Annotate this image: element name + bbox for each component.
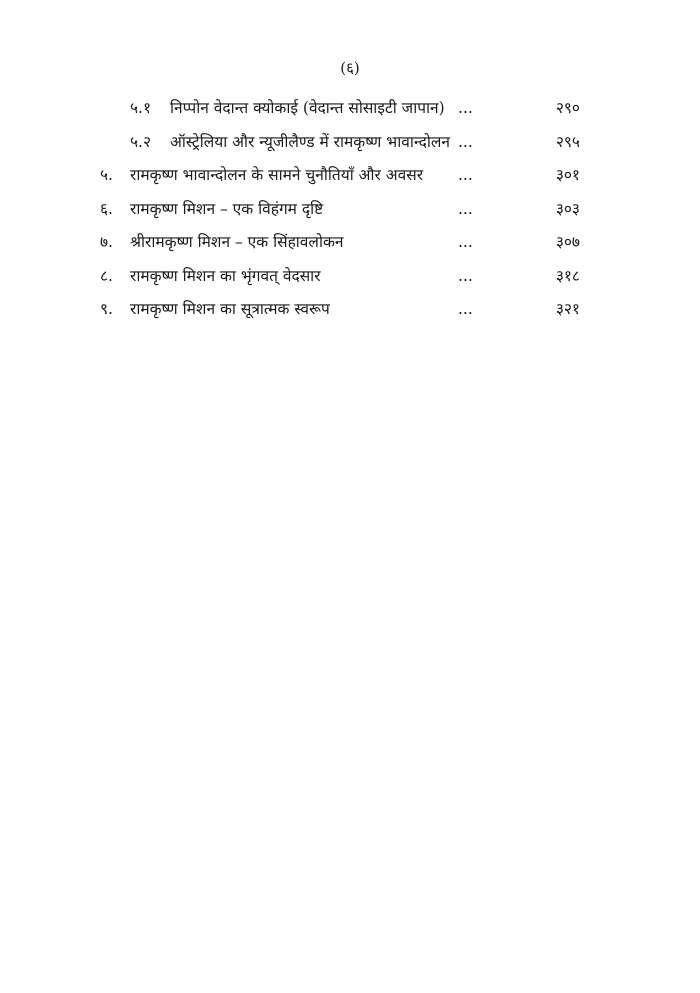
toc-entry-title: रामकृष्ण मिशन का सूत्रात्मक स्वरूप — [130, 300, 330, 318]
toc-entry-title: ऑस्ट्रेलिया और न्यूजीलैण्ड में रामकृष्ण भावान्दोलन — [170, 132, 450, 151]
toc-entry-page: ३०७ — [555, 233, 580, 251]
toc-entry-leader: ... — [458, 233, 473, 251]
table-of-contents — [0, 92, 700, 327]
toc-entry-title: निप्पोन वेदान्त क्योकाई (वेदान्त सोसाइटी जापान) — [170, 99, 445, 117]
toc-entry — [0, 126, 700, 160]
toc-entry-page: ३२१ — [555, 300, 580, 318]
toc-entry-leader: ... — [458, 132, 473, 151]
toc-entry-page: २९० — [555, 99, 580, 117]
toc-entry-number: ६. — [100, 199, 113, 218]
toc-entry-page: ३१८ — [555, 266, 580, 285]
toc-entry-page: २९५ — [555, 132, 580, 151]
toc-entry — [0, 293, 700, 327]
toc-entry — [0, 260, 700, 294]
toc-entry-leader: ... — [458, 166, 473, 184]
toc-entry-leader: ... — [458, 266, 473, 285]
toc-entry-page: ३०३ — [555, 199, 580, 218]
toc-entry-number: ८. — [100, 266, 113, 285]
toc-entry-page: ३०१ — [555, 166, 580, 184]
toc-entry — [0, 159, 700, 193]
toc-entry — [0, 226, 700, 260]
toc-entry-title: रामकृष्ण भावान्दोलन के सामने चुनौतियाँ और अवसर — [130, 166, 424, 184]
toc-entry-number: ७. — [100, 233, 113, 251]
toc-entry-leader: ... — [458, 300, 473, 318]
toc-entry-leader: ... — [458, 99, 473, 117]
toc-entry-number: ९. — [100, 300, 113, 318]
toc-entry-number: ५.१ — [130, 99, 152, 117]
toc-entry — [0, 92, 700, 126]
toc-entry-number: ५. — [100, 166, 113, 184]
toc-entry — [0, 193, 700, 227]
toc-entry-title: रामकृष्ण मिशन – एक विहंगम दृष्टि — [130, 199, 324, 218]
toc-entry-title: श्रीरामकृष्ण मिशन – एक सिंहावलोकन — [130, 233, 344, 251]
toc-entry-title: रामकृष्ण मिशन का भृंगवत् वेदसार — [130, 266, 321, 285]
toc-entry-number: ५.२ — [130, 132, 152, 151]
toc-entry-leader: ... — [458, 199, 473, 218]
page-number: (६) — [340, 59, 360, 77]
